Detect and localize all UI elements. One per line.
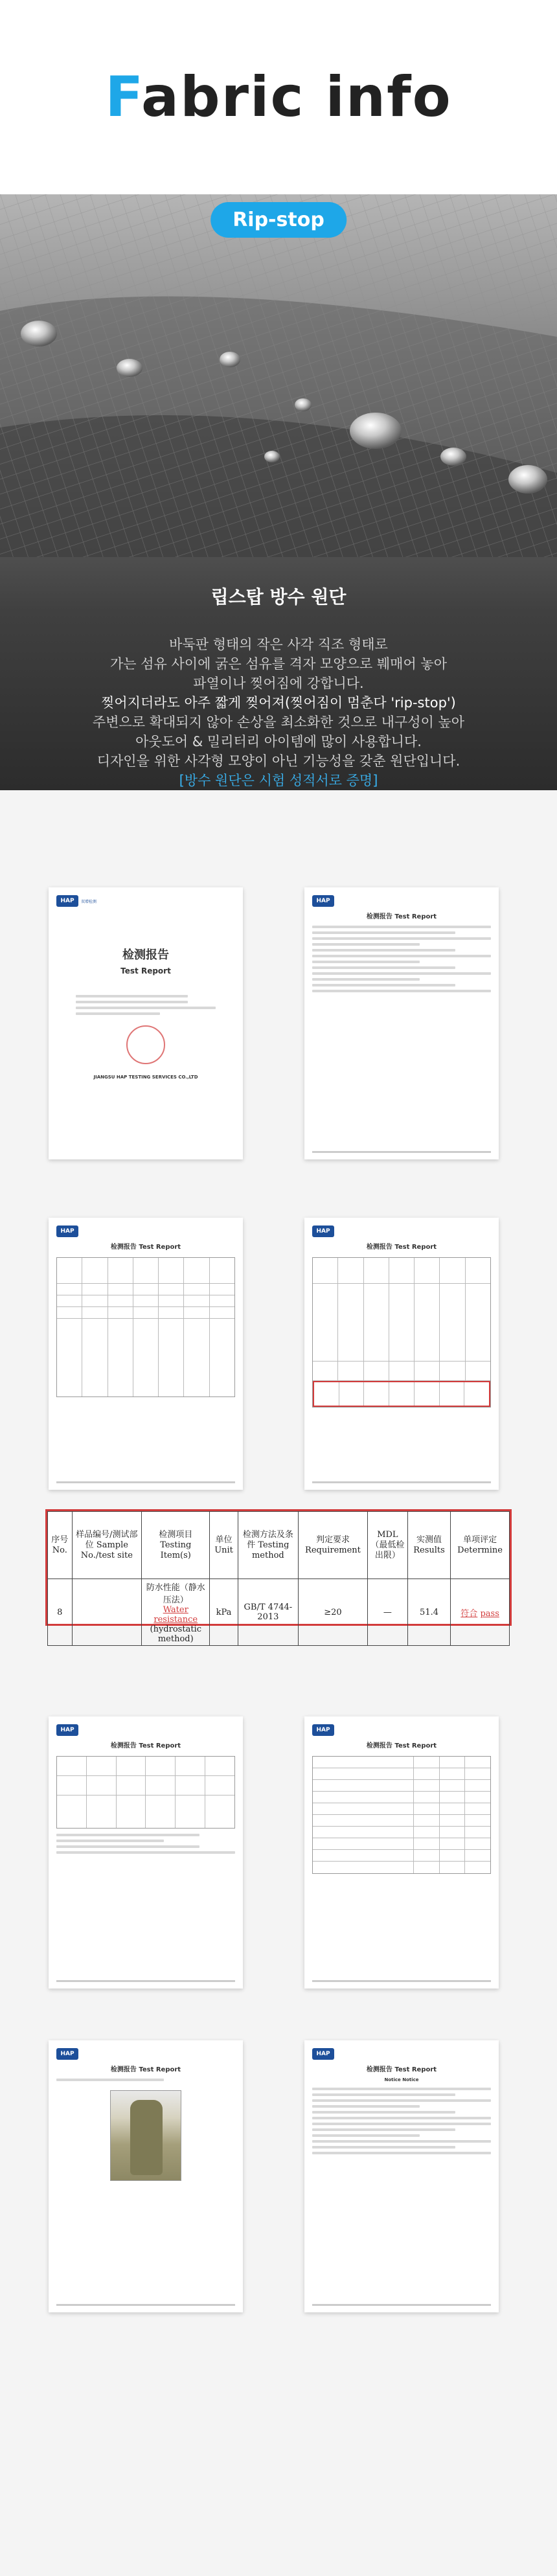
hero-line: 가는 섬유 사이에 굵은 섬유를 격자 모양으로 붸매어 놓아 — [110, 656, 447, 672]
water-resistance-result — [47, 1511, 510, 1646]
report-header: 检测报告 Test Report — [366, 1244, 437, 1251]
col-header: 序号 No. — [48, 1512, 73, 1579]
hap-logo-icon: HAP — [56, 1225, 78, 1237]
cell-item — [142, 1579, 210, 1646]
report-header: 检测报告 Test Report — [366, 2066, 437, 2073]
hap-logo — [312, 1225, 491, 1237]
cell-unit: kPa — [210, 1579, 238, 1646]
report-page-7 — [49, 2040, 243, 2312]
report-header: 检测报告 Test Report — [110, 2066, 181, 2073]
col-header: 单位 Unit — [210, 1512, 238, 1579]
cell-requirement: ≥20 — [299, 1579, 368, 1646]
hap-logo — [312, 1724, 491, 1736]
report-page-2 — [304, 887, 499, 1159]
water-drop-icon — [440, 448, 466, 466]
col-header: 检测项目 Testing Item(s) — [142, 1512, 210, 1579]
water-drop-icon — [295, 398, 312, 411]
water-drop-icon — [508, 465, 547, 494]
hero-section — [0, 194, 557, 790]
report-page-3 — [49, 1218, 243, 1490]
report-page-6 — [304, 1716, 499, 1989]
cover-fields — [76, 995, 216, 1015]
substance-table — [312, 1756, 491, 1874]
sample-photo-caption — [56, 2079, 235, 2081]
cell-mdl: — — [367, 1579, 407, 1646]
col-header: 判定要求 Requirement — [299, 1512, 368, 1579]
report-title-en: Test Report — [120, 966, 171, 975]
col-header: 单项评定 Determine — [451, 1512, 510, 1579]
hero-heading: 립스탑 방수 원단 — [210, 586, 347, 608]
logo-subtitle: 双增检测 — [81, 899, 97, 904]
report-page-8 — [304, 2040, 499, 2312]
notice-body — [312, 2088, 491, 2154]
col-header: 实测值 Results — [407, 1512, 450, 1579]
test-report-section — [0, 790, 557, 2576]
cell-no: 8 — [48, 1579, 73, 1646]
report-title-cn: 检测报告 — [122, 948, 169, 962]
water-drop-icon — [350, 413, 402, 449]
determine-cn: 符合 — [460, 1608, 478, 1619]
item-method: (hydrostatic method) — [150, 1624, 201, 1644]
hap-logo-icon: HAP — [312, 895, 334, 907]
page-title-initial: F — [105, 65, 142, 130]
results-table — [56, 1756, 235, 1829]
cell-method: GB/T 4744-2013 — [238, 1579, 298, 1646]
col-header: 样品编号/测试部位 Sample No./test site — [72, 1512, 141, 1579]
determine-en: pass — [480, 1608, 499, 1619]
zoomed-result-table — [45, 1509, 512, 1644]
hap-logo-icon: HAP — [56, 1724, 78, 1736]
results-table — [312, 1257, 491, 1408]
hap-logo — [56, 1225, 235, 1237]
water-drop-icon — [264, 451, 280, 462]
fabric-photo — [0, 194, 557, 557]
lab-name: JIANGSU HAP TESTING SERVICES CO.,LTD — [93, 1075, 198, 1080]
hero-line: 바둑판 형태의 작은 사각 직조 형태로 — [169, 637, 388, 652]
notice-title: Notice Notice — [384, 2077, 419, 2082]
hero-line: 디자인을 위한 사각형 모양이 아닌 기능성을 갖춘 원단입니다. — [97, 753, 460, 769]
sample-photo — [110, 2090, 181, 2181]
hap-logo — [56, 2048, 235, 2060]
hap-logo-icon: HAP — [312, 2048, 334, 2060]
report-header: 检测报告 Test Report — [366, 913, 437, 920]
official-stamp-icon — [126, 1025, 165, 1064]
hero-text — [0, 583, 557, 790]
water-drop-icon — [117, 359, 142, 377]
hero-line: 찢어지더라도 아주 짧게 찢어져(찢어짐이 멈춘다 'rip-stop') — [101, 695, 456, 711]
col-header: 检测方法及条件 Testing method — [238, 1512, 298, 1579]
cell-determine — [451, 1579, 510, 1646]
report-body — [312, 926, 491, 992]
hap-logo — [56, 895, 235, 907]
water-drop-icon — [220, 352, 240, 367]
report-cover-page — [49, 887, 243, 1159]
rip-stop-badge: Rip-stop — [210, 202, 347, 238]
hero-line: 파열이나 찢어짐에 강합니다. — [193, 676, 364, 691]
hap-logo-icon: HAP — [56, 2048, 78, 2060]
hap-logo — [56, 1724, 235, 1736]
item-en: Water resistance — [153, 1605, 198, 1624]
results-table — [56, 1257, 235, 1397]
hap-logo — [312, 2048, 491, 2060]
cell-sample — [72, 1579, 141, 1646]
col-header: MDL（最低检出限） — [367, 1512, 407, 1579]
page-title — [105, 65, 451, 130]
water-drop-icon — [21, 321, 57, 347]
title-section — [0, 0, 557, 194]
item-cn: 防水性能（静水压法） — [146, 1583, 205, 1605]
report-header: 检测报告 Test Report — [366, 1742, 437, 1750]
hero-line-accent: [방수 원단은 시험 성적서로 증명] — [179, 773, 378, 788]
page-title-rest: abric info — [141, 65, 452, 130]
hero-line: 아웃도어 & 밀리터리 아이템에 많이 사용합니다. — [135, 734, 422, 749]
report-page-4 — [304, 1218, 499, 1490]
hap-logo-icon: HAP — [56, 895, 78, 907]
report-page-5 — [49, 1716, 243, 1989]
hap-logo — [312, 895, 491, 907]
hap-logo-icon: HAP — [312, 1724, 334, 1736]
report-notes — [56, 1834, 235, 1854]
hero-line: 주변으로 확대되지 않아 손상을 최소화한 것으로 내구성이 높아 — [92, 714, 465, 730]
cell-result: 51.4 — [407, 1579, 450, 1646]
coat-image — [130, 2100, 163, 2175]
report-header: 检测报告 Test Report — [110, 1244, 181, 1251]
hap-logo-icon: HAP — [312, 1225, 334, 1237]
report-header: 检测报告 Test Report — [110, 1742, 181, 1750]
